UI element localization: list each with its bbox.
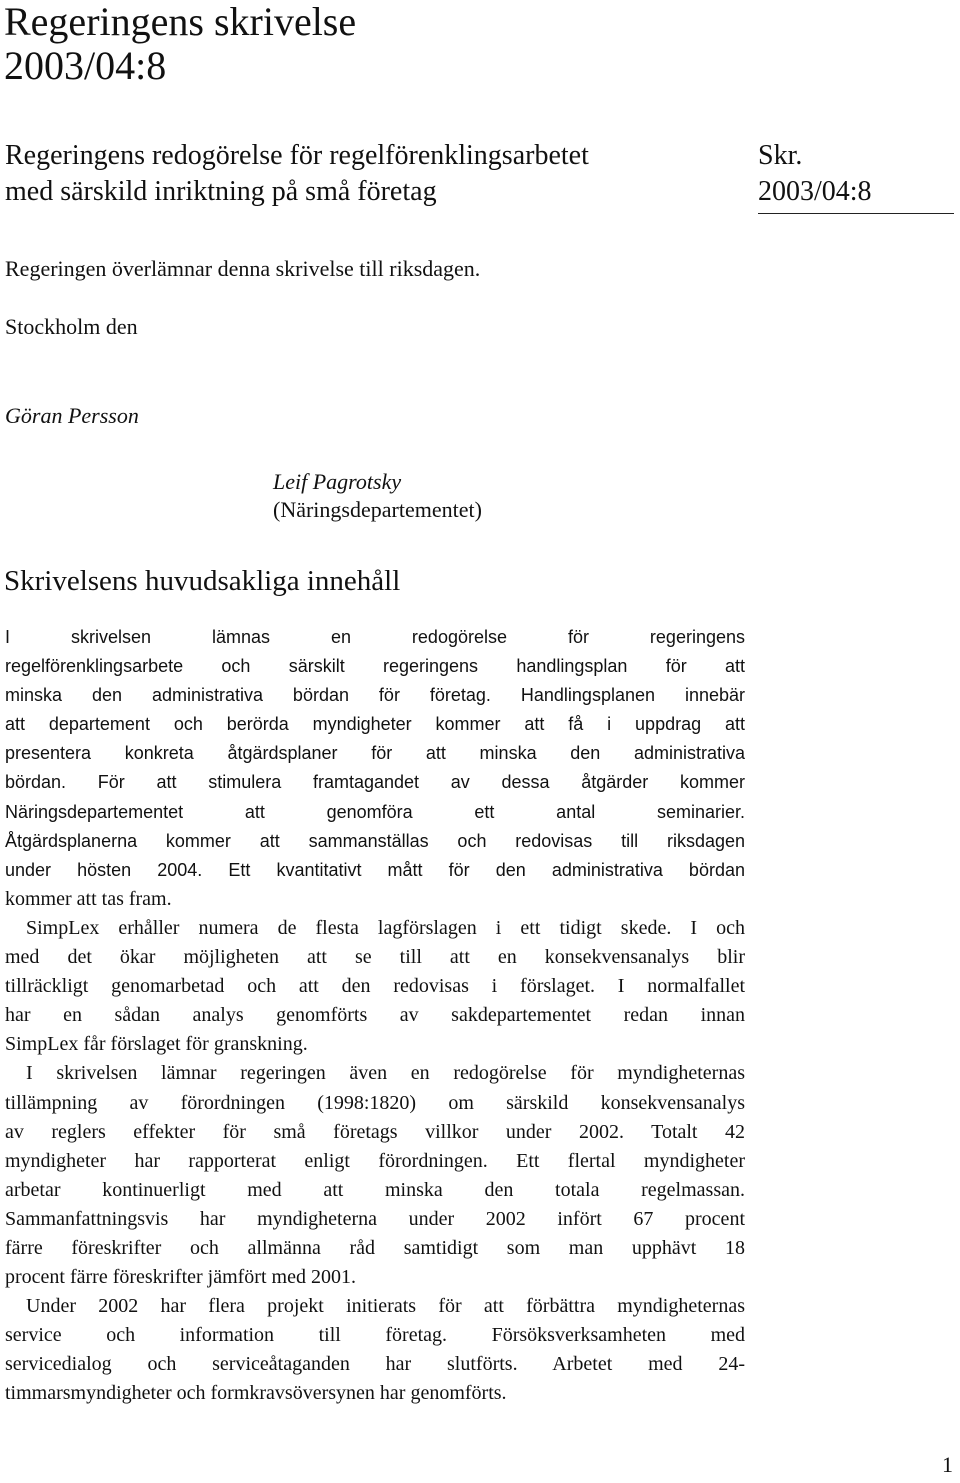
document-number: 2003/04:8	[4, 43, 167, 88]
summary-line-part: bördan.	[5, 772, 67, 793]
summary-line: servicedialog och serviceåtaganden har slutförts. Arbetet med 24-	[5, 1353, 745, 1376]
summary-line: av reglers effekter för små företags villkor under 2002. Totalt 42	[5, 1120, 745, 1143]
summary-line: har en sådan analys genomförts av sakdepartementet redan innan	[5, 1004, 745, 1027]
place-date: Stockholm den	[5, 314, 138, 339]
summary-line: procent färre föreskrifter jämfört med 2001.	[5, 1266, 356, 1289]
summary-line: I skrivelsen lämnar regeringen även en redogörelse för myndigheternas	[26, 1062, 745, 1085]
summary-line-part: minska den administrativa bördan för företag.	[5, 685, 491, 706]
summary-line	[5, 768, 745, 797]
summary-line: Näringsdepartementet att genomföra ett antal seminarier.	[5, 801, 745, 822]
summary-line: färre föreskrifter och allmänna råd samtidigt som man upphävt 18	[5, 1236, 745, 1259]
summary-line-part: Handlingsplanen innebär	[520, 685, 745, 706]
summary-line: SimpLex erhåller numera de flesta lagförslagen i ett tidigt skede. I och	[26, 916, 745, 939]
summary-body	[5, 623, 745, 1409]
signature-minister: Leif Pagrotsky	[273, 469, 402, 494]
summary-line: arbetar kontinuerligt med att minska den totala regelmassan.	[5, 1178, 745, 1201]
summary-line: tillämpning av förordningen (1998:1820) om särskild konsekvensanalys	[5, 1091, 745, 1114]
document-title-line: Regeringens skrivelse	[4, 0, 357, 44]
summary-line: tillräckligt genomarbetad och att den redovisas i förslaget. I normalfallet	[5, 975, 745, 998]
document-subtitle	[5, 138, 745, 210]
summary-line: SimpLex får förslaget för granskning.	[5, 1033, 308, 1056]
summary-line	[5, 856, 745, 885]
summary-line: regelförenklingsarbete och särskilt regeringens handlingsplan för att	[5, 656, 745, 677]
signature-prime-minister: Göran Persson	[5, 403, 139, 428]
document-title	[4, 0, 356, 88]
summary-line: Under 2002 har flera projekt initierats för att förbättra myndigheternas	[26, 1295, 745, 1318]
section-heading: Skrivelsens huvudsakliga innehåll	[4, 565, 401, 597]
reference-label: Skr.	[758, 140, 803, 171]
summary-line: myndigheter har rapporterat enligt förordningen. Ett flertal myndigheter	[5, 1149, 745, 1172]
handover-statement: Regeringen överlämnar denna skrivelse till riksdagen.	[5, 256, 481, 281]
reference-block	[758, 138, 872, 210]
summary-line: med det ökar möjligheten att se till att en konsekvensanalys blir	[5, 946, 745, 969]
subtitle-line: med särskild inriktning på små företag	[5, 176, 437, 207]
summary-line: presentera konkreta åtgärdsplaner för att minska den administrativa	[5, 743, 745, 764]
summary-line: Sammanfattningsvis har myndigheterna under 2002 infört 67 procent	[5, 1207, 745, 1230]
summary-line-part: För att stimulera framtagandet av dessa åtgärder kommer	[97, 772, 745, 793]
summary-line: timmarsmyndigheter och formkravsöversynen har genomförts.	[5, 1382, 507, 1405]
page-number: 1	[942, 1452, 953, 1477]
header-rule	[758, 213, 954, 214]
subtitle-line: Regeringens redogörelse för regelförenklingsarbetet	[5, 140, 589, 171]
summary-line	[5, 681, 745, 710]
reference-number: 2003/04:8	[758, 176, 872, 207]
summary-line: att departement och berörda myndigheter kommer att få i uppdrag att	[5, 714, 745, 735]
summary-line: kommer att tas fram.	[5, 887, 172, 910]
summary-line: Åtgärdsplanerna kommer att sammanställas och redovisas till riksdagen	[5, 830, 745, 851]
signature-ministry: (Näringsdepartementet)	[273, 497, 482, 522]
summary-line-part: Ett kvantitativt mått för den administrativa bördan	[228, 859, 745, 880]
summary-line: I skrivelsen lämnas en redogörelse för regeringens	[5, 627, 745, 647]
summary-line: service och information till företag. Försöksverksamheten med	[5, 1324, 745, 1347]
summary-line-part: under hösten 2004.	[5, 859, 203, 880]
